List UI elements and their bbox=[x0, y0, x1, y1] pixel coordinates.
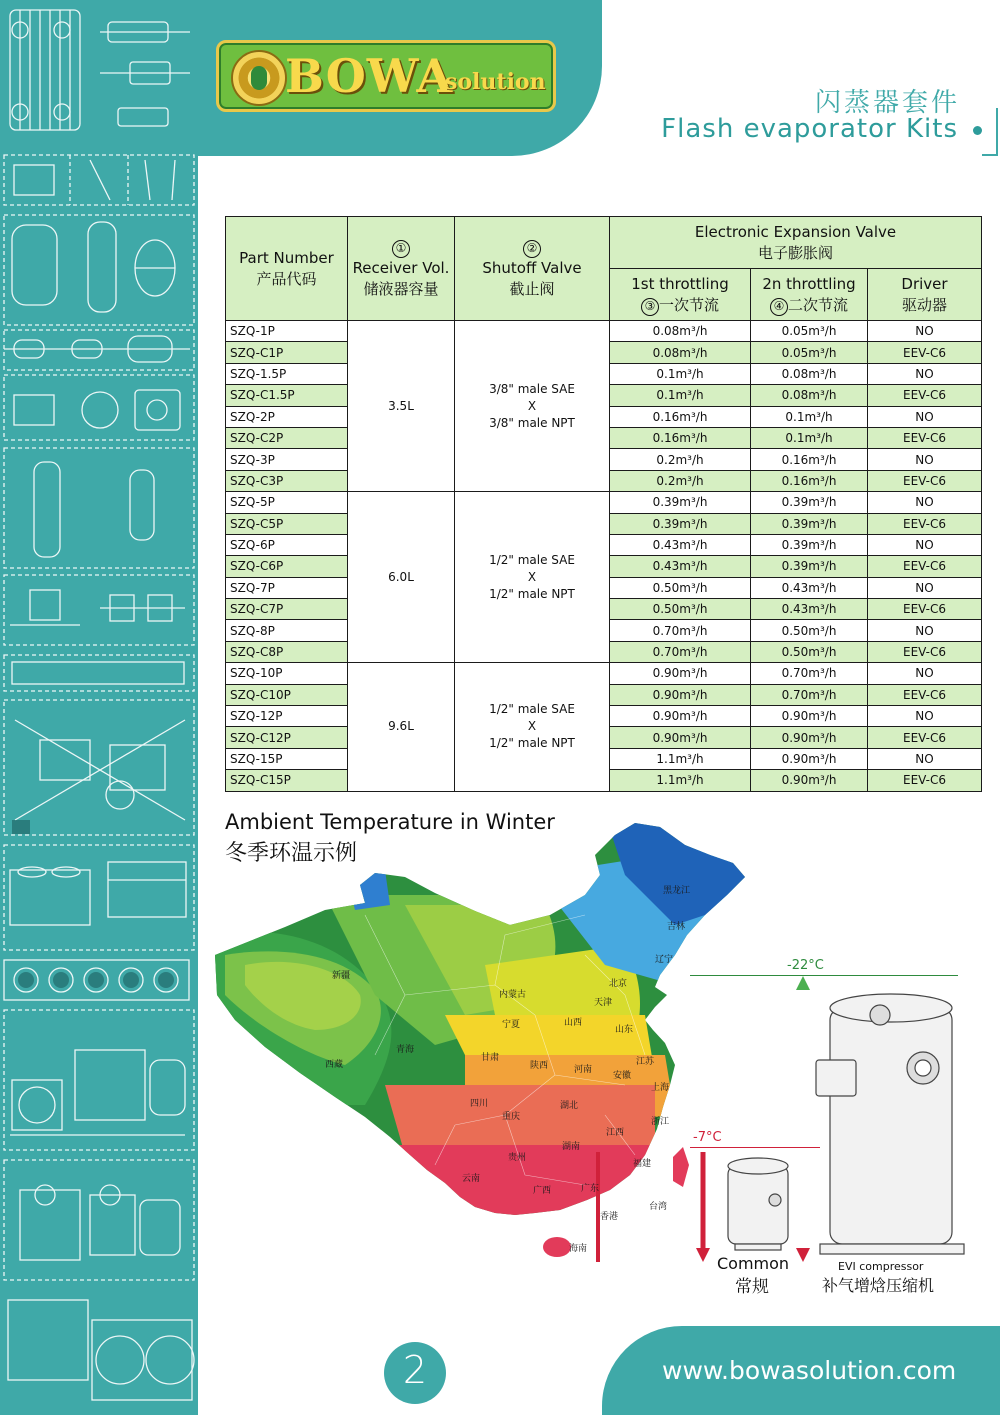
compressor-comparison bbox=[680, 960, 980, 1270]
second-throttling-cell: 0.43m³/h bbox=[751, 577, 868, 598]
province-label: 内蒙古 bbox=[499, 990, 527, 1000]
second-throttling-cell: 0.08m³/h bbox=[751, 363, 868, 384]
second-throttling-cell: 0.39m³/h bbox=[751, 513, 868, 534]
header-receiver-en: Receiver Vol. bbox=[352, 259, 450, 277]
driver-cell: NO bbox=[868, 363, 982, 384]
header-eev bbox=[610, 217, 982, 269]
second-throttling-cell: 0.39m³/h bbox=[751, 492, 868, 513]
driver-cell: NO bbox=[868, 406, 982, 427]
province-label: 辽宁 bbox=[655, 955, 674, 965]
province-label: 海南 bbox=[569, 1244, 588, 1254]
province-label: 陕西 bbox=[530, 1061, 549, 1071]
common-compressor-label-en: Common bbox=[717, 1254, 790, 1273]
part-number-cell: SZQ-15P bbox=[226, 748, 348, 769]
second-throttling-cell: 0.39m³/h bbox=[751, 534, 868, 555]
shutoff-valve-line: X bbox=[527, 398, 537, 413]
province-label: 贵州 bbox=[508, 1153, 527, 1163]
first-throttling-cell: 0.1m³/h bbox=[610, 363, 751, 384]
common-temperature-label: -7°C bbox=[693, 1130, 722, 1145]
driver-cell: EEV-C6 bbox=[868, 342, 982, 363]
province-label: 广东 bbox=[581, 1184, 600, 1194]
part-number-cell: SZQ-C8P bbox=[226, 641, 348, 662]
header-second-throttling bbox=[751, 269, 868, 321]
first-throttling-cell: 0.08m³/h bbox=[610, 342, 751, 363]
first-throttling-cell: 0.90m³/h bbox=[610, 663, 751, 684]
second-throttling-cell: 0.08m³/h bbox=[751, 385, 868, 406]
header-part-number-en: Part Number bbox=[239, 248, 334, 267]
circled-number-2: ② bbox=[523, 240, 541, 258]
part-number-cell: SZQ-3P bbox=[226, 449, 348, 470]
province-label: 江西 bbox=[606, 1128, 625, 1138]
second-throttling-cell: 0.05m³/h bbox=[751, 342, 868, 363]
first-throttling-cell: 0.2m³/h bbox=[610, 470, 751, 491]
province-label: 浙江 bbox=[651, 1117, 670, 1127]
title-bracket bbox=[982, 108, 998, 156]
part-number-cell: SZQ-1P bbox=[226, 321, 348, 342]
second-throttling-cell: 0.70m³/h bbox=[751, 684, 868, 705]
shutoff-valve-line: 1/2" male NPT bbox=[489, 736, 575, 751]
province-label: 新疆 bbox=[332, 971, 351, 981]
first-throttling-cell: 0.16m³/h bbox=[610, 406, 751, 427]
header-eev-en: Electronic Expansion Valve bbox=[694, 222, 897, 241]
page-number: 2 bbox=[402, 1348, 428, 1392]
table-row bbox=[226, 492, 982, 513]
part-number-cell: SZQ-10P bbox=[226, 663, 348, 684]
header-shutoff-cn: 截止阀 bbox=[509, 280, 555, 298]
common-temperature-line bbox=[690, 1147, 820, 1148]
part-number-cell: SZQ-C15P bbox=[226, 770, 348, 791]
header-receiver bbox=[348, 217, 455, 321]
spec-table-body bbox=[226, 321, 982, 792]
driver-cell: NO bbox=[868, 321, 982, 342]
page-title-cn: 闪蒸器套件 bbox=[814, 88, 960, 118]
header-first-cn: 一次节流 bbox=[658, 295, 719, 314]
first-throttling-cell: 0.90m³/h bbox=[610, 706, 751, 727]
driver-cell: NO bbox=[868, 748, 982, 769]
driver-cell: EEV-C6 bbox=[868, 599, 982, 620]
province-label: 山西 bbox=[564, 1018, 583, 1028]
evi-compressor-icon bbox=[816, 994, 964, 1254]
spec-table bbox=[225, 216, 982, 792]
header-shutoff-en: Shutoff Valve bbox=[482, 259, 582, 277]
header-driver bbox=[868, 269, 982, 321]
second-throttling-cell: 0.70m³/h bbox=[751, 663, 868, 684]
part-number-cell: SZQ-8P bbox=[226, 620, 348, 641]
driver-cell: NO bbox=[868, 577, 982, 598]
header-part-number bbox=[226, 217, 348, 321]
header-shutoff bbox=[455, 217, 610, 321]
receiver-volume-cell: 6.0L bbox=[348, 492, 455, 663]
driver-cell: EEV-C6 bbox=[868, 684, 982, 705]
evi-temperature-line bbox=[690, 975, 958, 976]
second-throttling-cell: 0.50m³/h bbox=[751, 620, 868, 641]
shutoff-valve-cell bbox=[455, 492, 610, 663]
second-throttling-cell: 0.16m³/h bbox=[751, 449, 868, 470]
first-throttling-cell: 0.70m³/h bbox=[610, 641, 751, 662]
header-part-number-cn: 产品代码 bbox=[256, 269, 317, 288]
driver-cell: NO bbox=[868, 620, 982, 641]
second-throttling-cell: 0.43m³/h bbox=[751, 599, 868, 620]
part-number-cell: SZQ-C1P bbox=[226, 342, 348, 363]
province-label: 甘肃 bbox=[481, 1053, 500, 1063]
driver-cell: EEV-C6 bbox=[868, 470, 982, 491]
common-compressor-label-cn: 常规 bbox=[735, 1277, 769, 1297]
table-row bbox=[226, 321, 982, 342]
first-throttling-cell: 1.1m³/h bbox=[610, 770, 751, 791]
second-throttling-cell: 0.1m³/h bbox=[751, 427, 868, 448]
map-title-cn: 冬季环温示例 bbox=[225, 841, 358, 866]
province-label: 安徽 bbox=[613, 1071, 632, 1081]
province-label: 福建 bbox=[633, 1159, 652, 1169]
second-throttling-cell: 0.90m³/h bbox=[751, 727, 868, 748]
province-label: 台湾 bbox=[649, 1202, 668, 1212]
header-first-en: 1st throttling bbox=[631, 274, 729, 293]
province-label: 重庆 bbox=[502, 1112, 521, 1122]
province-label: 香港 bbox=[600, 1212, 619, 1222]
part-number-cell: SZQ-C10P bbox=[226, 684, 348, 705]
header-driver-cn: 驱动器 bbox=[902, 295, 948, 314]
part-number-cell: SZQ-1.5P bbox=[226, 363, 348, 384]
table-row bbox=[226, 663, 982, 684]
receiver-volume-cell: 9.6L bbox=[348, 663, 455, 791]
evi-compressor-label-en: EVI compressor bbox=[838, 1260, 924, 1273]
province-label: 广西 bbox=[533, 1186, 552, 1196]
part-number-cell: SZQ-2P bbox=[226, 406, 348, 427]
province-label: 湖北 bbox=[560, 1101, 579, 1111]
province-label: 北京 bbox=[609, 979, 628, 989]
part-number-cell: SZQ-C3P bbox=[226, 470, 348, 491]
driver-cell: EEV-C6 bbox=[868, 427, 982, 448]
second-throttling-cell: 0.1m³/h bbox=[751, 406, 868, 427]
driver-cell: EEV-C6 bbox=[868, 385, 982, 406]
driver-cell: EEV-C6 bbox=[868, 727, 982, 748]
second-throttling-cell: 0.39m³/h bbox=[751, 556, 868, 577]
shutoff-valve-line: 1/2" male NPT bbox=[489, 586, 575, 601]
logo-subtitle: solution bbox=[445, 69, 546, 95]
province-label: 黑龙江 bbox=[663, 886, 691, 896]
second-throttling-cell: 0.90m³/h bbox=[751, 706, 868, 727]
province-label: 西藏 bbox=[325, 1060, 344, 1070]
circled-number-1: ① bbox=[392, 240, 410, 258]
first-throttling-cell: 0.70m³/h bbox=[610, 620, 751, 641]
header-driver-en: Driver bbox=[901, 274, 948, 293]
first-throttling-cell: 0.08m³/h bbox=[610, 321, 751, 342]
shutoff-valve-cell bbox=[455, 321, 610, 492]
circled-number-4: ④ bbox=[770, 298, 788, 316]
shutoff-valve-cell bbox=[455, 663, 610, 791]
second-throttling-cell: 0.90m³/h bbox=[751, 748, 868, 769]
first-throttling-cell: 0.90m³/h bbox=[610, 727, 751, 748]
part-number-cell: SZQ-12P bbox=[226, 706, 348, 727]
receiver-volume-cell: 3.5L bbox=[348, 321, 455, 492]
equipment-drawings bbox=[0, 0, 198, 1415]
first-throttling-cell: 1.1m³/h bbox=[610, 748, 751, 769]
province-label: 天津 bbox=[594, 998, 613, 1008]
driver-cell: EEV-C6 bbox=[868, 641, 982, 662]
first-throttling-cell: 0.43m³/h bbox=[610, 556, 751, 577]
province-label: 宁夏 bbox=[502, 1020, 521, 1030]
part-number-cell: SZQ-C5P bbox=[226, 513, 348, 534]
driver-cell: NO bbox=[868, 534, 982, 555]
circled-number-3: ③ bbox=[641, 298, 659, 316]
driver-cell: NO bbox=[868, 449, 982, 470]
shutoff-valve-line: X bbox=[527, 569, 537, 584]
shutoff-valve-line: X bbox=[527, 719, 537, 734]
first-throttling-cell: 0.50m³/h bbox=[610, 599, 751, 620]
part-number-cell: SZQ-6P bbox=[226, 534, 348, 555]
part-number-cell: SZQ-C1.5P bbox=[226, 385, 348, 406]
province-label: 河南 bbox=[574, 1065, 593, 1075]
evi-temperature-label: -22°C bbox=[787, 958, 824, 973]
shutoff-valve-line: 1/2" male SAE bbox=[489, 702, 575, 717]
page-title-en: Flash evaporator Kits bbox=[661, 114, 958, 144]
first-throttling-cell: 0.50m³/h bbox=[610, 577, 751, 598]
province-label: 四川 bbox=[470, 1099, 489, 1109]
second-throttling-cell: 0.16m³/h bbox=[751, 470, 868, 491]
header-receiver-cn: 储液器容量 bbox=[363, 280, 439, 298]
province-label: 云南 bbox=[462, 1174, 481, 1184]
shutoff-valve-line: 1/2" male SAE bbox=[489, 552, 575, 567]
part-number-cell: SZQ-C2P bbox=[226, 427, 348, 448]
first-throttling-cell: 0.1m³/h bbox=[610, 385, 751, 406]
province-label: 江苏 bbox=[636, 1057, 655, 1067]
province-label: 吉林 bbox=[667, 922, 686, 932]
province-label: 上海 bbox=[651, 1083, 670, 1093]
driver-cell: NO bbox=[868, 706, 982, 727]
part-number-cell: SZQ-5P bbox=[226, 492, 348, 513]
first-throttling-cell: 0.90m³/h bbox=[610, 684, 751, 705]
province-label: 山东 bbox=[615, 1025, 634, 1035]
website-link[interactable]: www.bowasolution.com bbox=[662, 1356, 957, 1385]
first-throttling-cell: 0.43m³/h bbox=[610, 534, 751, 555]
shutoff-valve-line: 3/8" male SAE bbox=[489, 381, 575, 396]
second-throttling-cell: 0.05m³/h bbox=[751, 321, 868, 342]
header-eev-cn: 电子膨胀阀 bbox=[758, 243, 834, 262]
header-second-cn: 二次节流 bbox=[787, 295, 848, 314]
second-throttling-cell: 0.90m³/h bbox=[751, 770, 868, 791]
province-label: 青海 bbox=[396, 1045, 415, 1055]
driver-cell: EEV-C6 bbox=[868, 513, 982, 534]
map-title-en: Ambient Temperature in Winter bbox=[225, 810, 555, 834]
header-second-en: 2n throttling bbox=[762, 274, 856, 293]
part-number-cell: SZQ-C6P bbox=[226, 556, 348, 577]
first-throttling-cell: 0.2m³/h bbox=[610, 449, 751, 470]
shutoff-valve-line: 3/8" male NPT bbox=[489, 415, 575, 430]
part-number-cell: SZQ-C12P bbox=[226, 727, 348, 748]
header-first-throttling bbox=[610, 269, 751, 321]
common-compressor-icon bbox=[728, 1158, 788, 1250]
part-number-cell: SZQ-7P bbox=[226, 577, 348, 598]
title-dot-icon bbox=[973, 126, 982, 135]
part-number-cell: SZQ-C7P bbox=[226, 599, 348, 620]
driver-cell: NO bbox=[868, 492, 982, 513]
first-throttling-cell: 0.16m³/h bbox=[610, 427, 751, 448]
driver-cell: EEV-C6 bbox=[868, 556, 982, 577]
province-label: 湖南 bbox=[562, 1142, 581, 1152]
bowa-logo bbox=[216, 40, 556, 112]
driver-cell: NO bbox=[868, 663, 982, 684]
second-throttling-cell: 0.50m³/h bbox=[751, 641, 868, 662]
logo-emblem-icon bbox=[231, 50, 287, 106]
evi-compressor-label-cn: 补气增焓压缩机 bbox=[822, 1276, 935, 1295]
sidebar-product-strip bbox=[0, 0, 198, 1415]
driver-cell: EEV-C6 bbox=[868, 770, 982, 791]
first-throttling-cell: 0.39m³/h bbox=[610, 492, 751, 513]
first-throttling-cell: 0.39m³/h bbox=[610, 513, 751, 534]
logo-wordmark: BOWA bbox=[285, 49, 454, 103]
